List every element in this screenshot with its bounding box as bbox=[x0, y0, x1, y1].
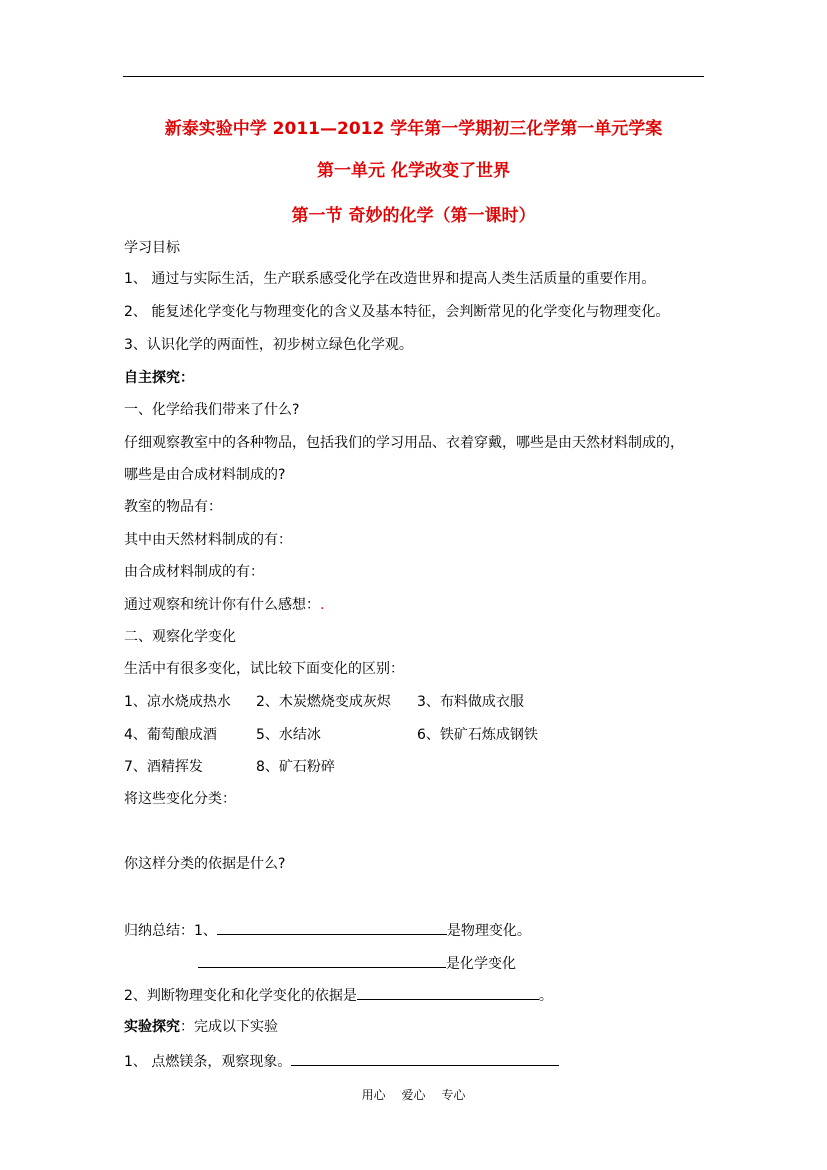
change-item-6: 6、铁矿石炼成钢铁 bbox=[417, 727, 538, 743]
change-item-1: 1、凉水烧成热水 bbox=[124, 694, 231, 710]
objectives-heading: 学习目标 bbox=[124, 240, 180, 256]
summary-physical-text: 是物理变化。 bbox=[446, 923, 531, 939]
objective-item-1: 1、 通过与实际生活，生产联系感受化学在改造世界和提高人类生活质量的重要作用。 bbox=[124, 271, 656, 287]
summary-blank-2[interactable] bbox=[198, 953, 446, 968]
summary-line-2 bbox=[198, 953, 516, 973]
experiment-heading-tail: ：完成以下实验 bbox=[180, 1019, 278, 1035]
experiment-item-1-blank[interactable] bbox=[291, 1051, 559, 1066]
experiment-item-1-line bbox=[124, 1051, 559, 1071]
summary-blank-1[interactable] bbox=[217, 920, 447, 935]
classify-label: 将这些变化分类： bbox=[124, 791, 236, 807]
judge-period: 。 bbox=[538, 988, 553, 1004]
change-item-4: 4、葡萄酿成酒 bbox=[124, 727, 217, 743]
question-2: 二、观察化学变化 bbox=[124, 629, 236, 645]
question-1-text-line-1: 仔细观察教室中的各种物品，包括我们的学习用品、衣着穿戴，哪些是由天然材料制成的， bbox=[124, 435, 684, 451]
explore-heading: 自主探究： bbox=[124, 370, 194, 386]
change-item-8: 8、矿石粉碎 bbox=[256, 759, 335, 775]
footer-word-1: 用心 bbox=[361, 1088, 386, 1102]
change-item-5: 5、水结冰 bbox=[256, 727, 321, 743]
classroom-items-label: 教室的物品有： bbox=[124, 499, 222, 515]
question-2-text: 生活中有很多变化，试比较下面变化的区别： bbox=[124, 661, 404, 677]
question-1-text-line-2: 哪些是由合成材料制成的? bbox=[124, 467, 286, 483]
feeling-label: 通过观察和统计你有什么感想： bbox=[124, 597, 320, 613]
experiment-line bbox=[124, 1018, 278, 1036]
objective-item-3: 3、认识化学的两面性，初步树立绿色化学观。 bbox=[124, 337, 413, 353]
objective-item-2: 2、 能复述化学变化与物理变化的含义及基本特征，会判断常见的化学变化与物理变化。 bbox=[124, 304, 670, 320]
question-1: 一、化学给我们带来了什么? bbox=[124, 402, 300, 418]
feeling-line bbox=[124, 596, 324, 614]
change-item-3: 3、布料做成衣服 bbox=[417, 694, 524, 710]
section-title: 第一节 奇妙的化学（第一课时） bbox=[291, 206, 536, 226]
page-footer bbox=[0, 1086, 827, 1103]
judge-text: 2、判断物理变化和化学变化的依据是 bbox=[124, 988, 357, 1004]
experiment-item-1: 1、 点燃镁条，观察现象。 bbox=[124, 1054, 292, 1070]
unit-title: 第一单元 化学改变了世界 bbox=[317, 161, 510, 181]
document-title: 新泰实验中学 2011—2012 学年第一学期初三化学第一单元学案 bbox=[164, 119, 663, 139]
summary-line-1 bbox=[124, 920, 531, 940]
judge-blank[interactable] bbox=[357, 985, 539, 1000]
natural-materials-label: 其中由天然材料制成的有： bbox=[124, 532, 292, 548]
basis-question: 你这样分类的依据是什么? bbox=[124, 856, 286, 872]
change-item-7: 7、酒精挥发 bbox=[124, 759, 203, 775]
footer-word-3: 专心 bbox=[441, 1088, 466, 1102]
header-rule bbox=[123, 76, 704, 77]
synthetic-materials-label: 由合成材料制成的有： bbox=[124, 564, 264, 580]
feeling-dot: . bbox=[320, 597, 325, 613]
summary-chemical-text: 是化学变化 bbox=[446, 956, 516, 972]
experiment-heading: 实验探究 bbox=[124, 1019, 180, 1035]
footer-word-2: 爱心 bbox=[401, 1088, 426, 1102]
judge-line bbox=[124, 985, 553, 1005]
summary-label: 归纳总结：1、 bbox=[124, 923, 217, 939]
change-item-2: 2、木炭燃烧变成灰烬 bbox=[256, 694, 391, 710]
